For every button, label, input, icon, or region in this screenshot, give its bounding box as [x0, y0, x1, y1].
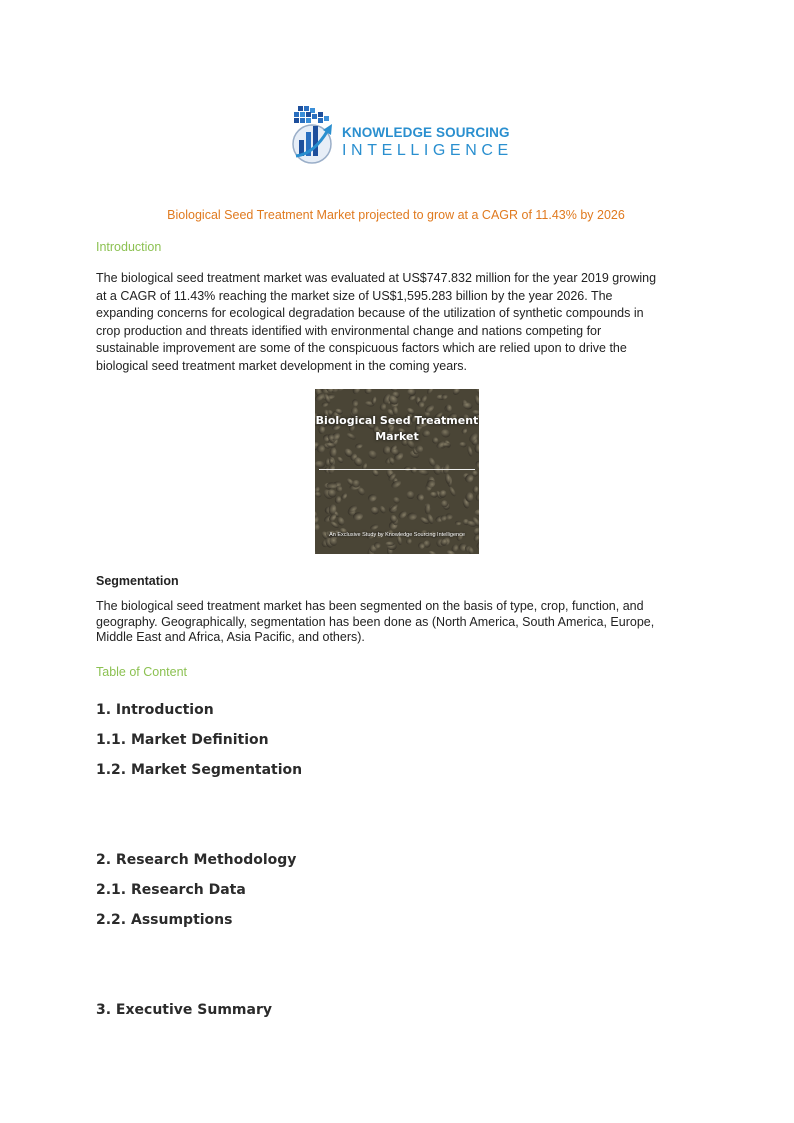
toc-item: 2.2. Assumptions — [96, 912, 233, 928]
segmentation-heading: Segmentation — [96, 574, 179, 588]
introduction-line: at a CAGR of 11.43% reaching the market size of US$1,595.283 billion by the year 2026. The — [96, 288, 613, 303]
page-headline: Biological Seed Treatment Market projected to grow at a CAGR of 11.43% by 2026 — [167, 208, 625, 222]
introduction-line: The biological seed treatment market was evaluated at US$747.832 million for the year 2019 growing — [96, 271, 657, 285]
cover-title — [315, 413, 479, 445]
toc-item: 2.1. Research Data — [96, 882, 246, 898]
logo-mark-icon — [290, 104, 342, 166]
toc-item: 3. Executive Summary — [96, 1002, 272, 1018]
segmentation-line: The biological seed treatment market has been segmented on the basis of type, crop, function, and — [96, 599, 644, 613]
segmentation-line: geography. Geographically, segmentation has been done as (North America, South America, Europe, — [96, 614, 655, 629]
toc-item: 2. Research Methodology — [96, 852, 297, 868]
segmentation-paragraph — [96, 599, 702, 646]
introduction-paragraph — [96, 270, 702, 376]
logo-text-line2: INTELLIGENCE — [342, 142, 513, 159]
company-logo — [290, 104, 513, 166]
segmentation-line: Middle East and Africa, Asia Pacific, and others). — [96, 630, 365, 645]
toc-item: 1. Introduction — [96, 702, 214, 718]
toc-item: 1.1. Market Definition — [96, 732, 269, 748]
introduction-line: biological seed treatment market development in the coming years. — [96, 358, 468, 373]
report-cover-image — [315, 389, 479, 554]
cover-title-line: Market — [375, 430, 419, 443]
cover-divider — [319, 469, 475, 470]
introduction-line: crop production and threats identified with environmental change and nations competing for — [96, 323, 602, 338]
logo-text-line1: KNOWLEDGE SOURCING — [342, 125, 510, 140]
introduction-line: expanding concerns for ecological degradation because of the utilization of synthetic compounds in — [96, 306, 644, 321]
introduction-line: sustainable improvement are some of the conspicuous factors which are relied upon to drive the — [96, 341, 627, 356]
cover-footer: An Exclusive Study by Knowledge Sourcing Intelligence — [329, 532, 465, 538]
toc-heading: Table of Content — [96, 665, 188, 679]
cover-title-line: Biological Seed Treatment — [315, 414, 479, 427]
introduction-heading: Introduction — [96, 240, 162, 254]
toc-item: 1.2. Market Segmentation — [96, 762, 303, 778]
